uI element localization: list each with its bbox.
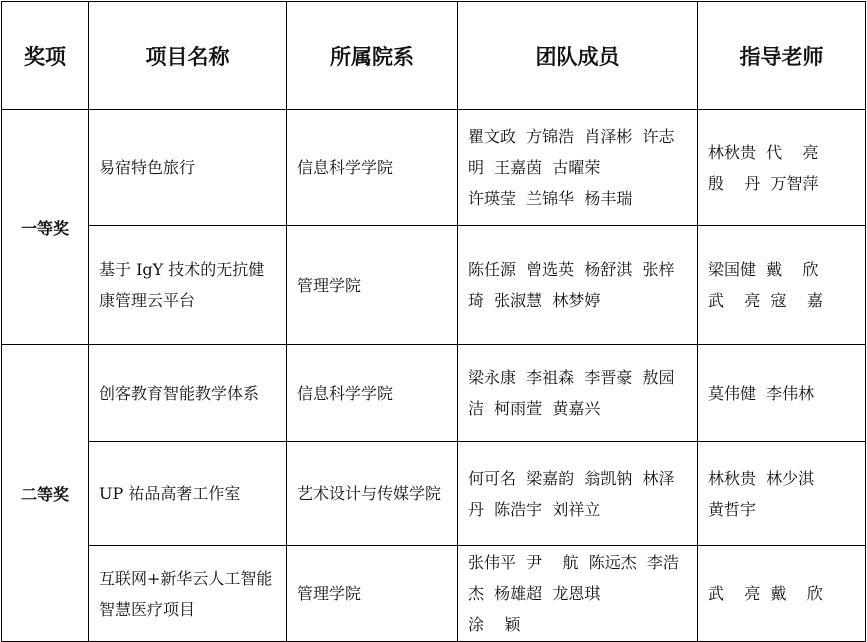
- project-name: 互联网+新华云人工智能智慧医疗项目: [89, 546, 287, 642]
- project-name: 易宿特色旅行: [89, 110, 287, 226]
- team-members: 陈任源 曾选英 杨舒淇 张梓琦 张淑慧 林梦婷: [458, 226, 698, 345]
- team-members: 梁永康 李祖森 李晋豪 敖园洁 柯雨萱 黄嘉兴: [458, 345, 698, 442]
- award-first-prize: 一等奖: [2, 110, 89, 345]
- college: 管理学院: [287, 226, 458, 345]
- project-name: 基于 IgY 技术的无抗健康管理云平台: [89, 226, 287, 345]
- header-project-name: 项目名称: [89, 2, 287, 110]
- table-row: [2, 546, 866, 642]
- advisors: 武 亮 戴 欣: [698, 546, 866, 642]
- advisors: 莫伟健 李伟林: [698, 345, 866, 442]
- advisors: 林秋贵 林少淇 黄哲宇: [698, 442, 866, 546]
- advisors: 梁国健 戴 欣 武 亮 寇 嘉: [698, 226, 866, 345]
- header-team-members: 团队成员: [458, 2, 698, 110]
- advisors: 林秋贵 代 亮 殷 丹 万智萍: [698, 110, 866, 226]
- header-advisor: 指导老师: [698, 2, 866, 110]
- header-row: [2, 2, 866, 110]
- header-award: 奖项: [2, 2, 89, 110]
- table-row: [2, 345, 866, 442]
- table-row: [2, 110, 866, 226]
- table-row: [2, 442, 866, 546]
- college: 信息科学学院: [287, 345, 458, 442]
- project-name: 创客教育智能教学体系: [89, 345, 287, 442]
- awards-table: [1, 1, 866, 642]
- award-second-prize: 二等奖: [2, 345, 89, 642]
- header-college: 所属院系: [287, 2, 458, 110]
- team-members: 瞿文政 方锦浩 肖泽彬 许志明 王嘉茵 古曜荣 许瑛莹 兰锦华 杨丰瑞: [458, 110, 698, 226]
- team-members: 张伟平 尹 航 陈远杰 李浩杰 杨雄超 龙恩琪 涂 颖: [458, 546, 698, 642]
- college: 艺术设计与传媒学院: [287, 442, 458, 546]
- college: 信息科学学院: [287, 110, 458, 226]
- team-members: 何可名 梁嘉韵 翁凯钠 林泽丹 陈浩宇 刘祥立: [458, 442, 698, 546]
- college: 管理学院: [287, 546, 458, 642]
- table-row: [2, 226, 866, 345]
- project-name: UP 祐品高奢工作室: [89, 442, 287, 546]
